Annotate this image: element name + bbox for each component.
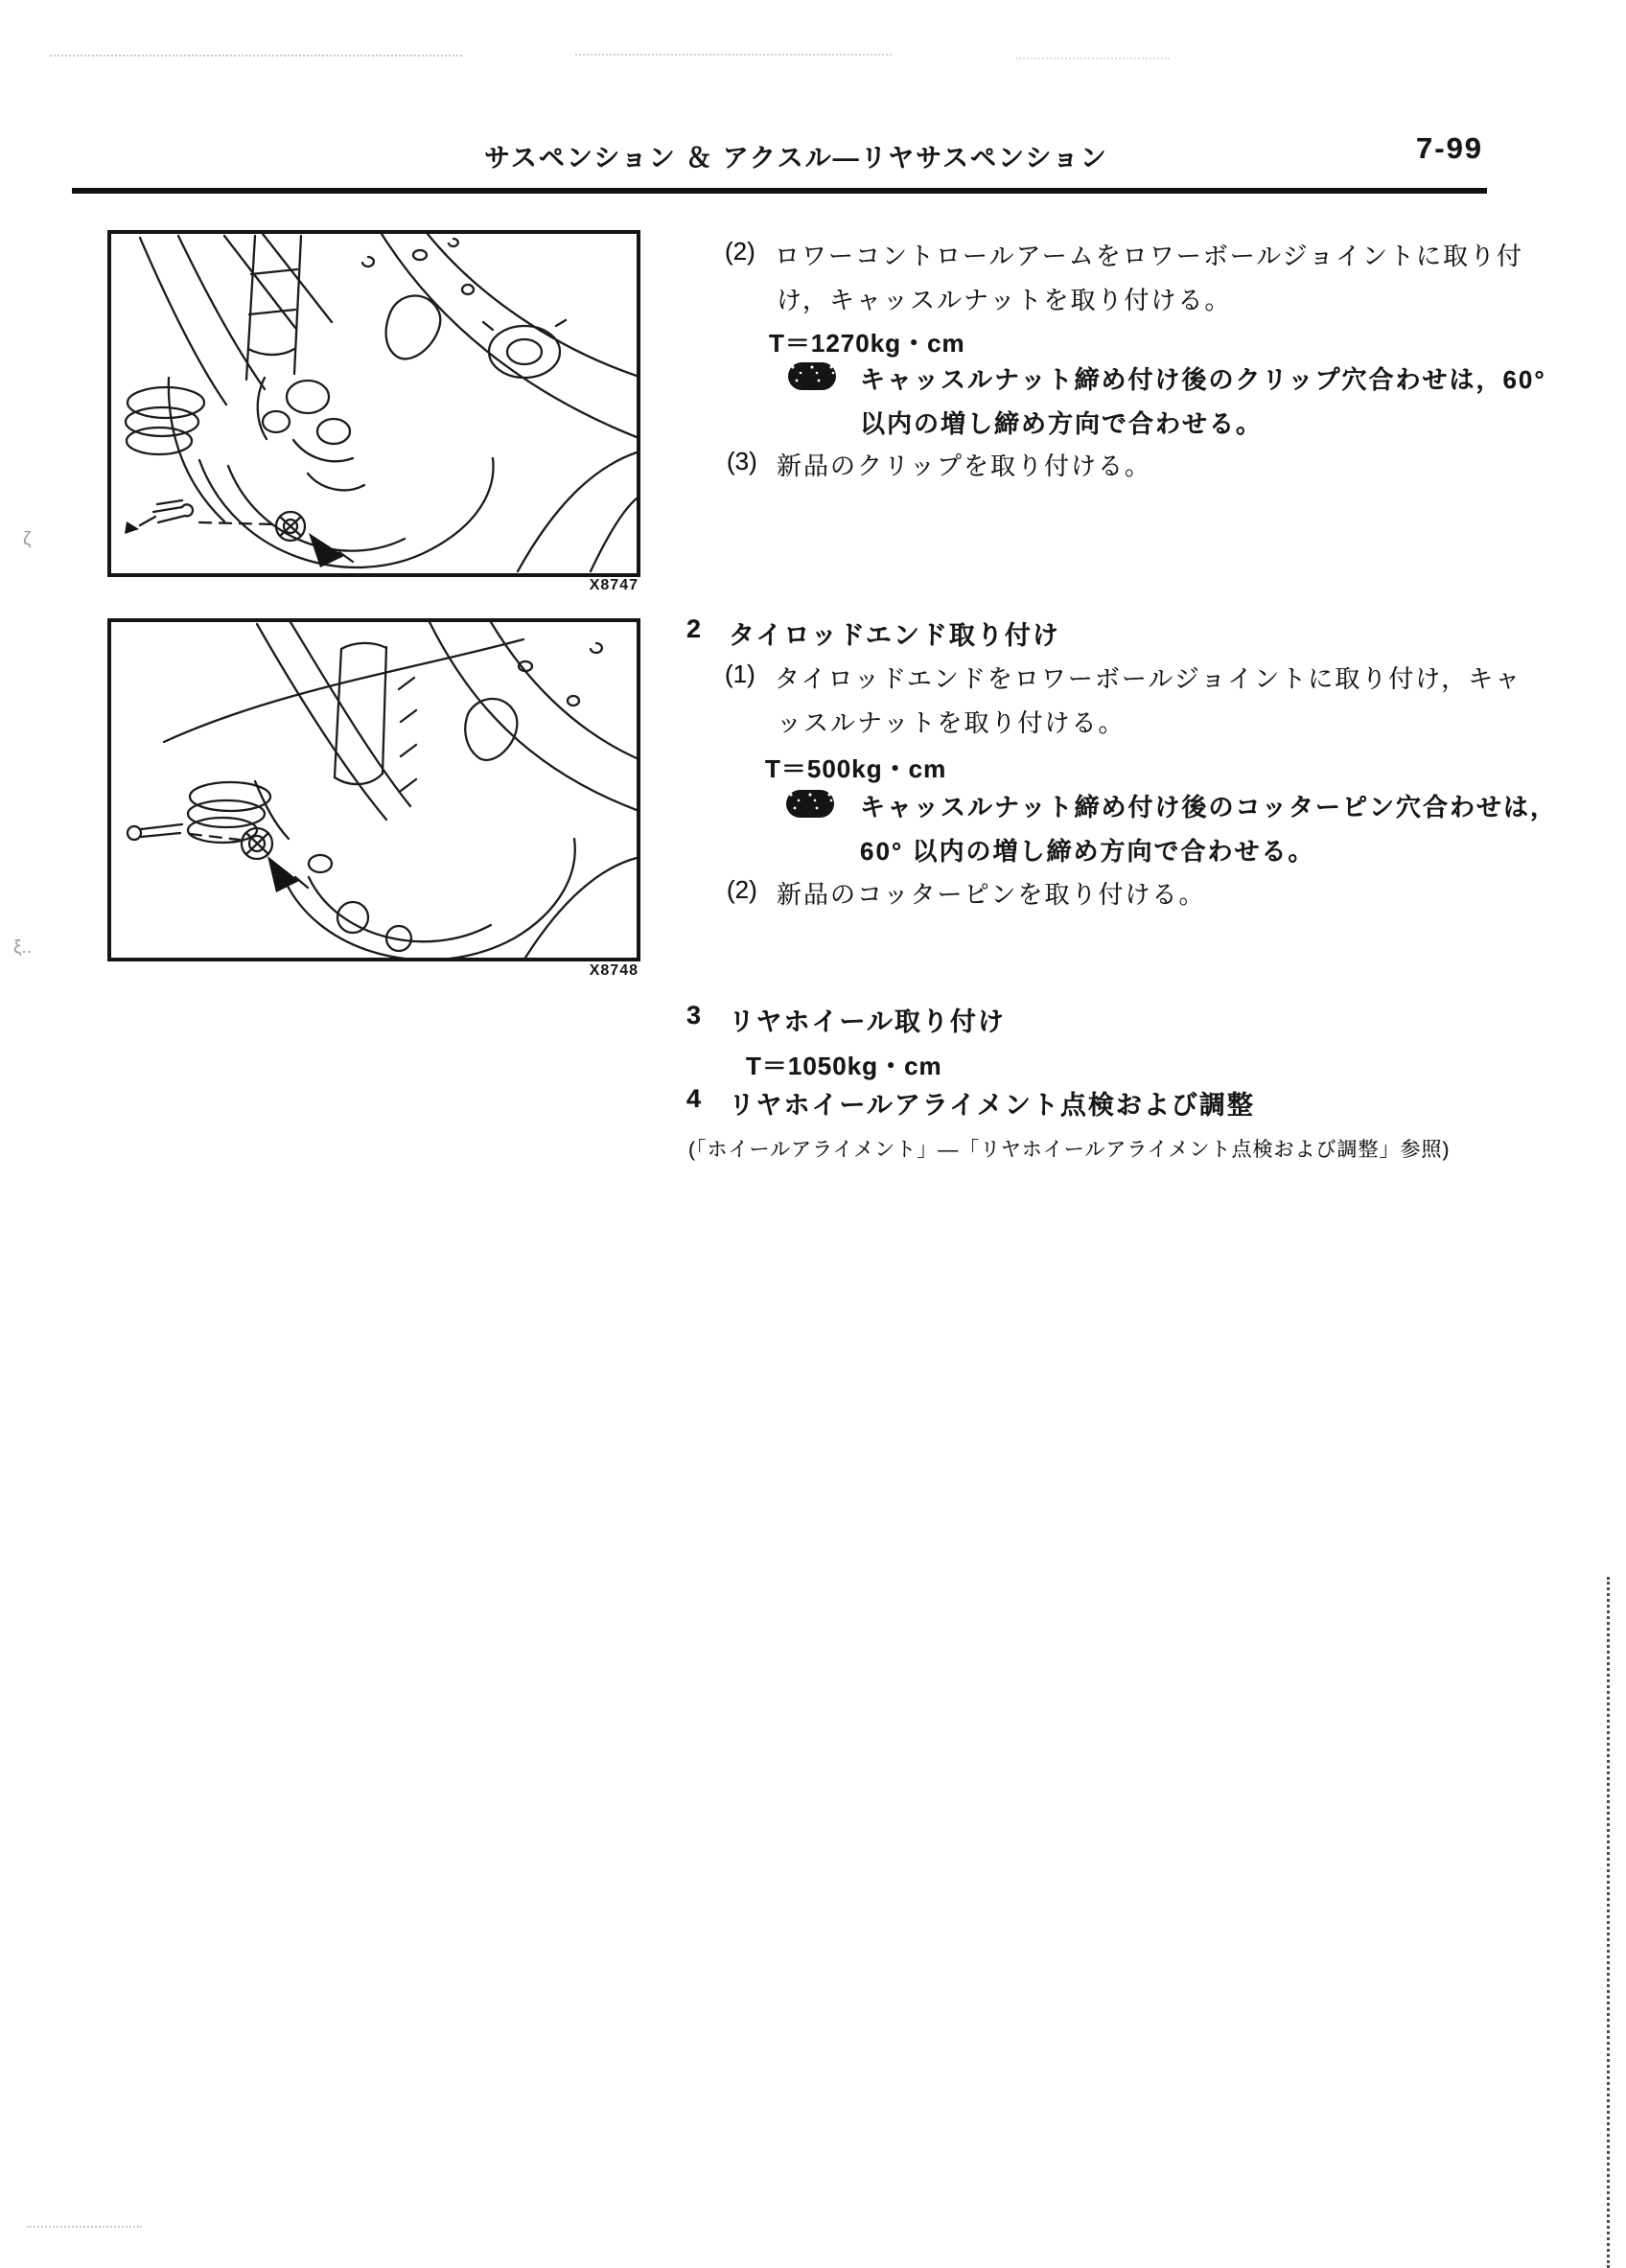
step-marker: (2) <box>727 875 757 904</box>
scan-mark: ξ.. <box>13 937 33 958</box>
suspension-illustration-2 <box>111 622 637 958</box>
note-stamp-icon <box>786 790 834 818</box>
note-text-line: キャッスルナット締め付け後のコッターピン穴合わせは， <box>860 793 1557 822</box>
step-marker: (1) <box>725 660 755 688</box>
section-number: 4 <box>686 1084 702 1113</box>
page-edge-dotted-line <box>1607 1577 1610 2268</box>
figure-x8747 <box>107 230 640 577</box>
scan-noise <box>27 2226 142 2228</box>
torque-spec: T＝1050kg・cm <box>746 1052 942 1080</box>
step-text-line: ロワーコントロールアームをロワーボールジョイントに取り付 <box>775 242 1524 270</box>
step-text-line: 新品のコッターピンを取り付ける。 <box>777 880 1206 909</box>
header-rule <box>72 188 1487 194</box>
scan-noise <box>575 54 892 56</box>
torque-spec: T＝1270kg・cm <box>769 329 965 358</box>
page-number: 7-99 <box>1416 131 1484 165</box>
section-number: 2 <box>686 614 702 643</box>
section-heading: リヤホイール取り付け <box>729 1007 1006 1036</box>
figure-caption-x8747: X8747 <box>589 577 639 593</box>
section-number: 3 <box>686 1001 702 1030</box>
note-text-line: 以内の増し締め方向で合わせる。 <box>860 409 1264 438</box>
figure-x8748 <box>107 618 640 961</box>
suspension-illustration-1 <box>111 234 637 573</box>
step-text-line: ッスルナットを取り付ける。 <box>777 708 1126 737</box>
cross-reference: (「ホイールアライメント」―「リヤホイールアライメント点検および調整」参照) <box>688 1139 1451 1161</box>
note-stamp-icon <box>788 362 836 390</box>
torque-spec: T＝500kg・cm <box>765 754 947 783</box>
page-header-title: サスペンション ＆ アクスル―リヤサスペンション <box>484 144 1108 173</box>
note-text-line: 60° 以内の増し締め方向で合わせる。 <box>860 837 1315 866</box>
figure-caption-x8748: X8748 <box>589 962 639 979</box>
step-marker: (2) <box>725 237 755 266</box>
step-text-line: け，キャッスルナットを取り付ける。 <box>777 286 1232 314</box>
scan-mark: ζ <box>23 529 32 549</box>
step-text-line: タイロッドエンドをロワーボールジョイントに取り付け，キャ <box>775 664 1522 693</box>
step-marker: (3) <box>727 447 757 475</box>
step-text-line: 新品のクリップを取り付ける。 <box>777 451 1151 480</box>
section-heading: タイロッドエンド取り付け <box>729 621 1060 650</box>
scan-noise <box>1016 58 1170 59</box>
note-text-line: キャッスルナット締め付け後のクリップ穴合わせは，60° <box>860 365 1546 394</box>
section-heading: リヤホイールアライメント点検および調整 <box>729 1091 1255 1120</box>
scan-noise <box>50 55 462 57</box>
